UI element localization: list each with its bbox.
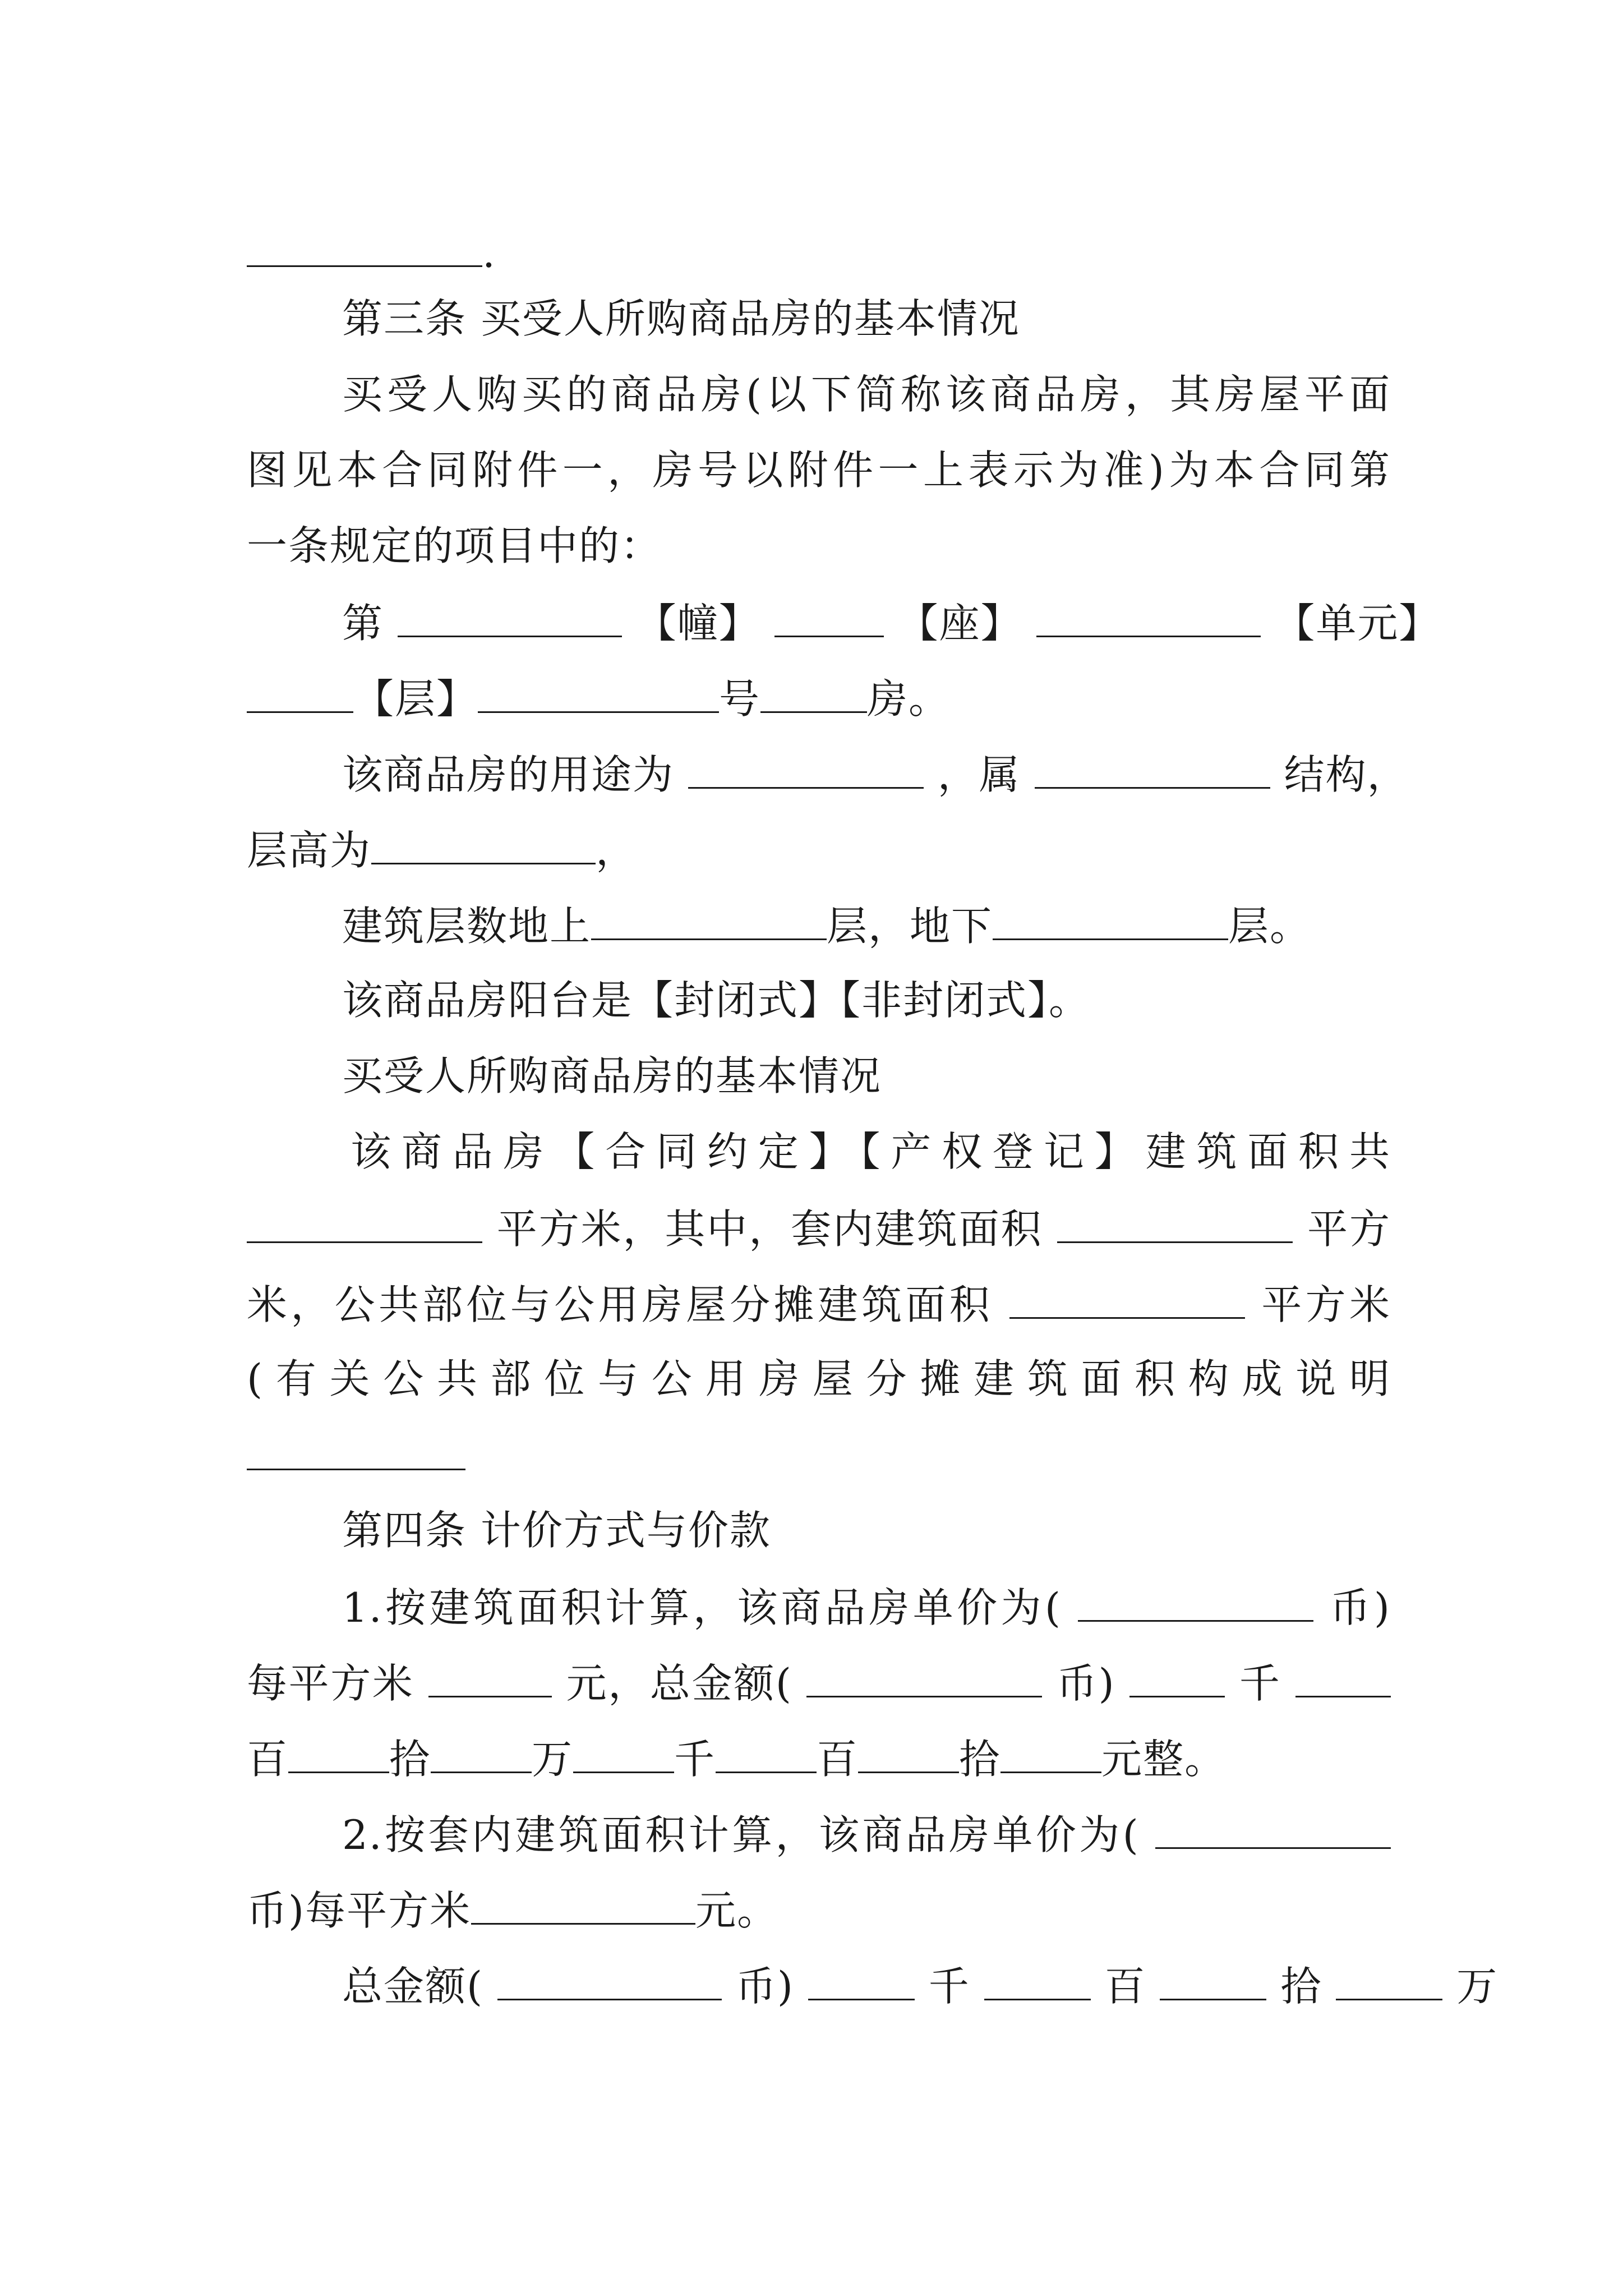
fill-in-blank xyxy=(1160,1959,1266,2000)
fill-in-blank xyxy=(806,1657,1042,1697)
fill-in-blank xyxy=(1009,1278,1245,1319)
fill-in-blank xyxy=(1036,596,1261,637)
form-line xyxy=(247,1202,1391,1253)
form-line xyxy=(247,1278,1391,1328)
label: 平方米 xyxy=(1261,1281,1391,1328)
label: 【幢】 xyxy=(635,600,760,647)
paragraph-line: 该商品房阳台是【封闭式】【非封闭式】。 xyxy=(342,977,1091,1024)
line-tail: . xyxy=(482,229,496,277)
label: 万 xyxy=(532,1736,574,1783)
label: 元，总金额( xyxy=(566,1660,792,1707)
paragraph-line: 图见本合同附件一，房号以附件一上表示为准)为本合同第 xyxy=(247,447,1391,494)
form-line xyxy=(342,596,1441,647)
label: 【层】 xyxy=(353,675,478,723)
fill-in-blank xyxy=(688,748,924,789)
label: 币) xyxy=(1057,1660,1115,1707)
fill-in-blank xyxy=(247,226,482,267)
label: 千 xyxy=(1239,1660,1281,1707)
fill-in-blank xyxy=(1000,1732,1101,1773)
form-line xyxy=(247,1732,1391,1783)
label: 1.按建筑面积计算，该商品房单价为( xyxy=(342,1584,1062,1631)
label: 万 xyxy=(1456,1963,1498,2010)
label: 币) xyxy=(1330,1584,1391,1631)
label: 号 xyxy=(719,675,761,723)
form-line xyxy=(342,748,1409,798)
fill-in-blank xyxy=(716,1732,817,1773)
label: 建筑层数地上 xyxy=(342,903,592,950)
label: 第 xyxy=(342,600,384,647)
fill-in-blank xyxy=(1057,1202,1293,1243)
form-line xyxy=(342,1959,1498,2010)
paragraph-line: 买受人购买的商品房(以下简称该商品房，其房屋平面 xyxy=(342,371,1391,418)
fill-in-blank xyxy=(471,1884,695,1925)
fill-in-blank xyxy=(247,1429,465,1470)
label: 层。 xyxy=(1228,903,1312,950)
fill-in-blank xyxy=(984,1959,1091,2000)
article-heading: 第三条 买受人所购商品房的基本情况 xyxy=(342,295,1020,342)
label: 米，公共部位与公用房屋分摊建筑面积 xyxy=(247,1281,994,1328)
label: 百 xyxy=(1104,1963,1146,2010)
form-line xyxy=(342,899,1391,950)
label: 房。 xyxy=(867,675,951,723)
paragraph-line: 买受人所购商品房的基本情况 xyxy=(342,1052,882,1099)
fill-in-blank xyxy=(288,1732,389,1773)
fill-in-blank xyxy=(858,1732,959,1773)
fill-in-blank xyxy=(1295,1657,1391,1697)
label: 每平方米 xyxy=(247,1660,414,1707)
label: 元整。 xyxy=(1101,1736,1227,1783)
label: 平方 xyxy=(1307,1205,1391,1253)
paragraph-line: 一条规定的项目中的： xyxy=(247,522,662,569)
form-line xyxy=(247,1657,1391,1707)
label: ， xyxy=(596,827,638,874)
label: 千 xyxy=(928,1963,970,2010)
text-line xyxy=(247,226,1391,277)
label: 元。 xyxy=(695,1887,779,1934)
fill-in-blank xyxy=(573,1732,674,1773)
article-heading: 第四条 计价方式与价款 xyxy=(342,1507,771,1554)
fill-in-blank xyxy=(371,823,596,864)
fill-in-blank xyxy=(1129,1657,1225,1697)
label: 币) xyxy=(735,1963,794,2010)
fill-in-blank xyxy=(497,1959,722,2000)
fill-in-blank xyxy=(1155,1808,1391,1849)
label: 结构， xyxy=(1284,751,1409,798)
fill-in-blank xyxy=(247,672,353,713)
form-line xyxy=(342,1808,1391,1858)
fill-in-blank xyxy=(431,1732,532,1773)
label: 币)每平方米 xyxy=(247,1887,472,1934)
fill-in-blank xyxy=(398,596,622,637)
fill-in-blank xyxy=(808,1959,915,2000)
label: 【单元】 xyxy=(1274,600,1441,647)
label: ，属 xyxy=(937,751,1021,798)
form-line xyxy=(247,1429,1391,1480)
label: 总金额( xyxy=(342,1963,484,2010)
label: 该商品房的用途为 xyxy=(342,751,675,798)
fill-in-blank xyxy=(993,899,1228,940)
label: 拾 xyxy=(389,1736,431,1783)
fill-in-blank xyxy=(1078,1581,1313,1622)
label: 平方米，其中，套内建筑面积 xyxy=(496,1205,1043,1253)
label: 2.按套内建筑面积计算，该商品房单价为( xyxy=(342,1811,1140,1858)
label: 【座】 xyxy=(897,600,1022,647)
fill-in-blank xyxy=(760,672,867,713)
fill-in-blank xyxy=(1336,1959,1442,2000)
paragraph-line: 该商品房【合同约定】【产权登记】建筑面积共 xyxy=(351,1128,1391,1175)
form-line xyxy=(247,1884,1391,1934)
paragraph-line: (有关公共部位与公用房屋分摊建筑面积构成说明 xyxy=(247,1355,1391,1402)
fill-in-blank xyxy=(478,672,719,713)
label: 拾 xyxy=(1280,1963,1322,2010)
fill-in-blank xyxy=(428,1657,552,1697)
label: 层高为 xyxy=(247,827,372,874)
label: 百 xyxy=(817,1736,859,1783)
fill-in-blank xyxy=(774,596,884,637)
fill-in-blank xyxy=(247,1202,482,1243)
label: 层，地下 xyxy=(827,903,993,950)
document-page xyxy=(247,0,1498,2296)
label: 拾 xyxy=(959,1736,1001,1783)
label: 千 xyxy=(674,1736,716,1783)
label: 百 xyxy=(247,1736,289,1783)
form-line xyxy=(342,1581,1391,1631)
form-line xyxy=(247,823,1391,874)
fill-in-blank xyxy=(1035,748,1270,789)
fill-in-blank xyxy=(591,899,827,940)
form-line xyxy=(247,672,1391,723)
